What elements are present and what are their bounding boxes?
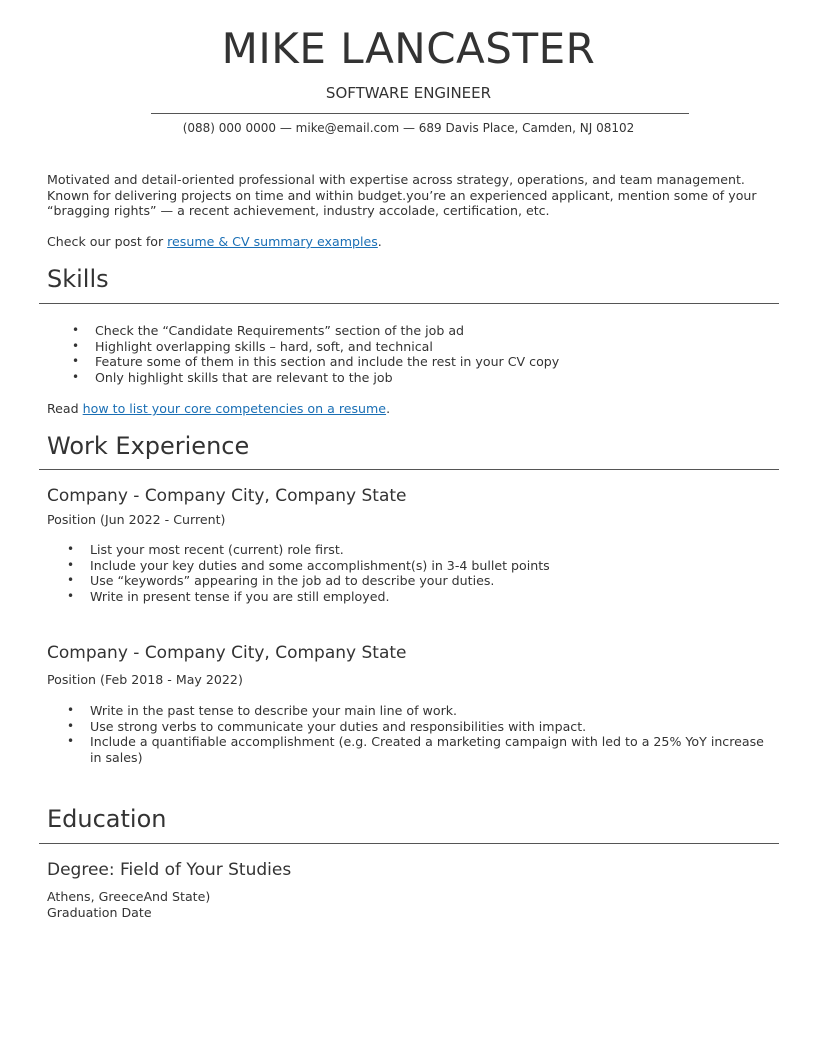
list-item bbox=[67, 589, 770, 605]
duty-text: List your most recent (current) role first. bbox=[90, 542, 344, 557]
duty-text: Use strong verbs to communicate your duties and responsibilities with impact. bbox=[90, 718, 587, 734]
candidate-name: MIKE LANCASTER bbox=[221, 24, 596, 73]
bullet-icon: • bbox=[72, 338, 80, 353]
duty-text: Write in present tense if you are still employed. bbox=[90, 589, 390, 605]
job-2-company: Company - Company City, Company State bbox=[47, 643, 407, 663]
bullet-icon: • bbox=[67, 718, 75, 733]
bullet-icon: • bbox=[67, 734, 75, 749]
list-item bbox=[67, 573, 770, 589]
job-1-position: Position (Jun 2022 - Current) bbox=[47, 512, 226, 527]
job-2-duties bbox=[67, 703, 770, 766]
bullet-icon: • bbox=[67, 703, 75, 717]
skills-heading: Skills bbox=[47, 265, 109, 293]
bullet-icon: • bbox=[72, 323, 80, 337]
bullet-icon: • bbox=[67, 589, 75, 604]
education-heading: Education bbox=[47, 805, 167, 833]
bullet-icon: • bbox=[72, 354, 80, 369]
work-divider bbox=[39, 469, 779, 470]
skill-text: Only highlight skills that are relevant to the job bbox=[95, 370, 393, 386]
skill-text: Check the “Candidate Requirements” section of the job ad bbox=[95, 323, 465, 338]
summary-link-line bbox=[47, 234, 382, 250]
bullet-icon: • bbox=[67, 557, 75, 572]
job-title: SOFTWARE ENGINEER bbox=[325, 84, 492, 102]
summary-link-prefix: Check our post for bbox=[47, 234, 168, 249]
list-item bbox=[72, 323, 775, 339]
education-location: Athens, GreeceAnd State) bbox=[47, 889, 211, 904]
list-item bbox=[67, 557, 770, 574]
list-item bbox=[72, 354, 775, 370]
summary-link-suffix: . bbox=[377, 234, 382, 249]
summary-paragraph: Motivated and detail-oriented professional with expertise across strategy, operations, and team management. Known for delivering projects on time and within budget.you’re an experienced applicant, mention some of your “bragging rights” — a recent achievement, industry accolade, certification, etc. bbox=[47, 172, 757, 218]
duty-text: Use “keywords” appearing in the job ad to describe your duties. bbox=[90, 573, 495, 589]
education-divider bbox=[39, 843, 779, 844]
duty-text: Write in the past tense to describe your main line of work. bbox=[90, 703, 458, 718]
list-item bbox=[67, 734, 770, 766]
bullet-icon: • bbox=[67, 542, 75, 556]
bullet-icon: • bbox=[72, 370, 80, 385]
list-item bbox=[67, 703, 770, 719]
skills-list bbox=[72, 323, 775, 386]
degree-title: Degree: Field of Your Studies bbox=[47, 860, 292, 880]
summary-examples-link[interactable]: resume & CV summary examples bbox=[167, 234, 378, 249]
skill-text: Highlight overlapping skills – hard, soft, and technical bbox=[95, 338, 433, 354]
skills-link-suffix: . bbox=[386, 401, 391, 416]
bullet-icon: • bbox=[67, 573, 75, 588]
list-item bbox=[72, 370, 775, 386]
list-item bbox=[67, 718, 770, 735]
job-1-company: Company - Company City, Company State bbox=[47, 486, 407, 506]
header-divider bbox=[151, 113, 689, 114]
graduation-date: Graduation Date bbox=[47, 905, 152, 920]
contact-line: (088) 000 0000 — mike@email.com — 689 Davis Place, Camden, NJ 08102 bbox=[182, 121, 635, 135]
list-item bbox=[67, 542, 770, 558]
core-competencies-link[interactable]: how to list your core competencies on a resume bbox=[82, 401, 387, 416]
skills-divider bbox=[39, 303, 779, 304]
skills-link-line bbox=[47, 401, 390, 417]
list-item bbox=[72, 338, 775, 355]
skill-text: Feature some of them in this section and include the rest in your CV copy bbox=[95, 354, 560, 370]
skills-link-prefix: Read bbox=[47, 401, 83, 416]
duty-text: Include your key duties and some accomplishment(s) in 3-4 bullet points bbox=[90, 557, 550, 573]
duty-text: Include a quantifiable accomplishment (e.g. Created a marketing campaign with led to a 25% YoY increase in sales) bbox=[90, 734, 764, 766]
job-1-duties bbox=[67, 542, 770, 605]
job-2-position: Position (Feb 2018 - May 2022) bbox=[47, 672, 243, 687]
work-heading: Work Experience bbox=[47, 432, 250, 460]
